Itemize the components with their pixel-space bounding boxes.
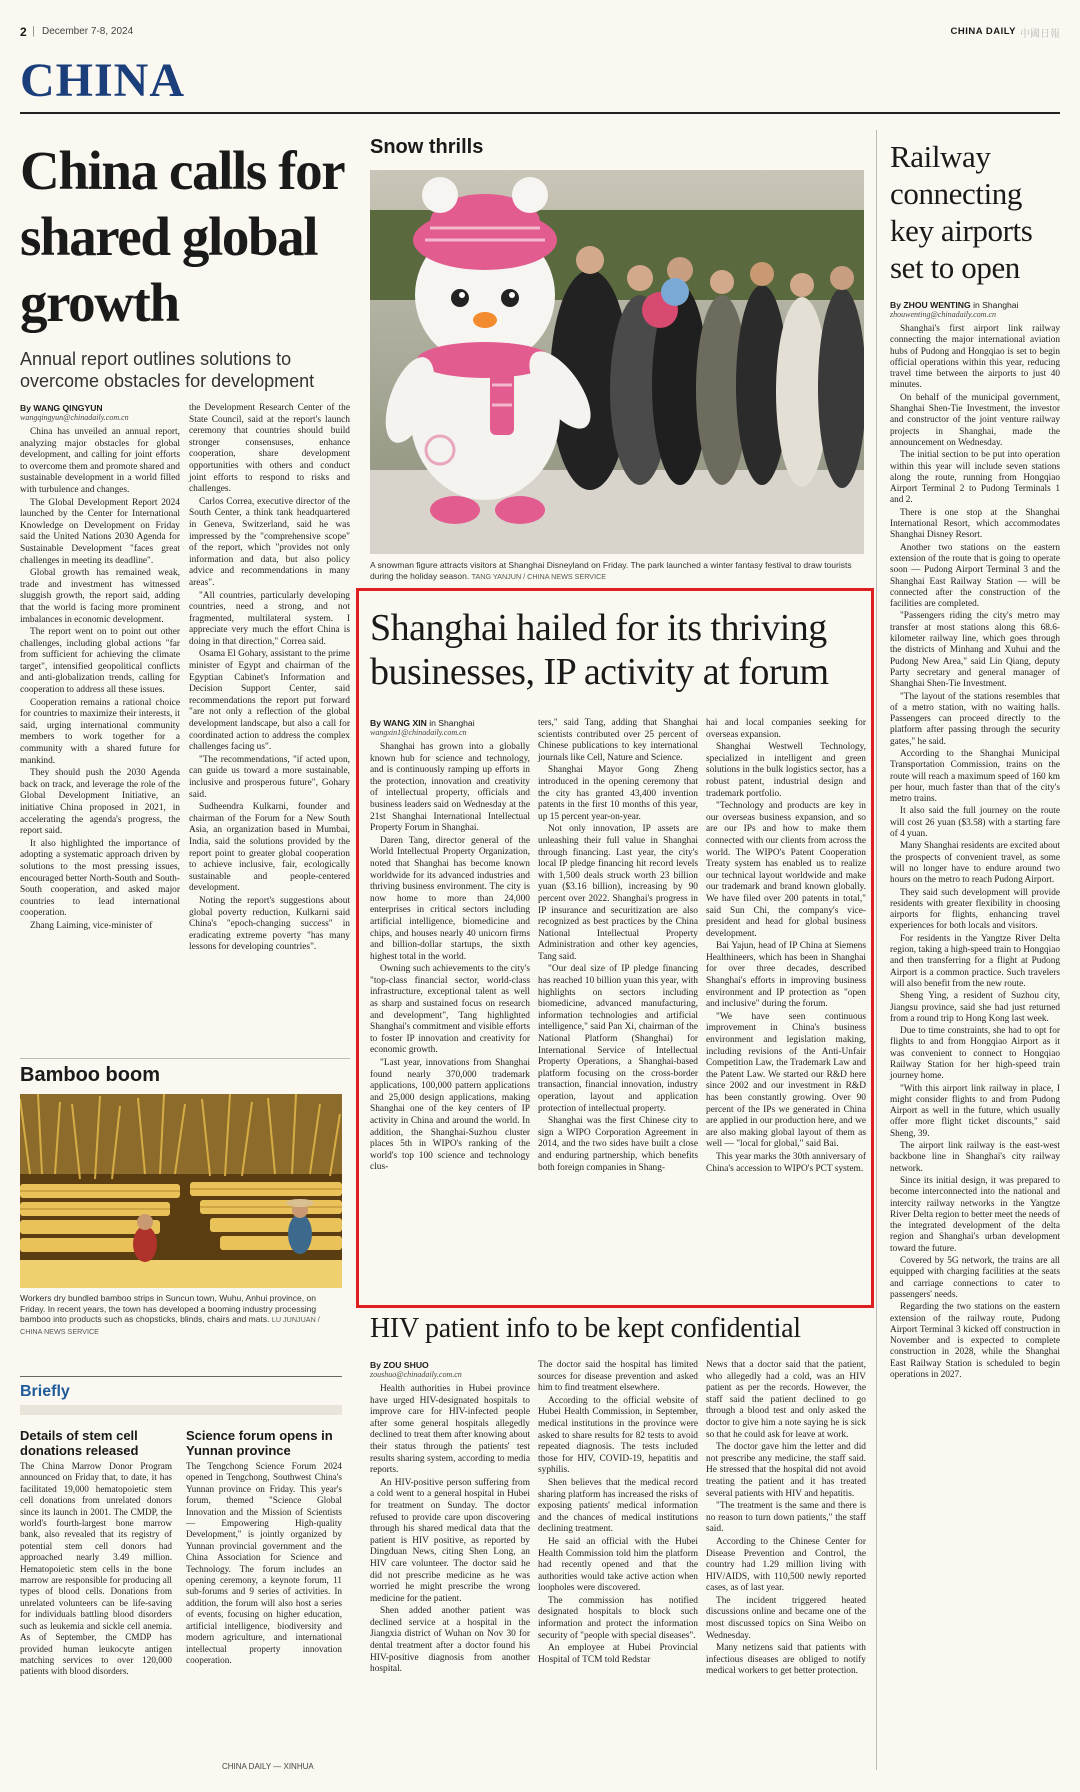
- hiv-email: zoushuo@chinadaily.com.cn: [370, 1370, 462, 1379]
- railway-byline: By ZHOU WENTING in Shanghai: [890, 300, 1019, 310]
- brief-item-1-text: The China Marrow Donor Program announced on Friday that, to date, it has facilitated 19,000 hematopoietic stem cell donations from unrelated donors since its launch in 2001. The CMDP, the world's fourth-largest bone marrow bank, also revealed that its registry of potential stem cell donors had approached nearly 3.49 million. Hematopoietic stem cells in the bone marrow are responsible for producing all types of blood cells. Donations from unrelated volunteers can be life-saving for individuals battling blood disorders such as leukemia and sickle cell anemia. As of September, the CMDP has provided human leukocyte antigen matching services to over 120,000 patients with blood disorders.: [20, 1461, 172, 1677]
- hiv-headline: HIV patient info to be kept confidential: [370, 1313, 801, 1344]
- lead-text-col2: the Development Research Center of the State Council, said at the report's launch ceremony that countries should build stronger consensuses, enhance cooperation, share development opportunities with others and conduct joint efforts to respond to risks and challenges. Carlos Correa, executive director of the South Center, a think tank headquartered in Geneva, Switzerland, said he was impressed by the "comprehensive scope" of the report, which "provides not only information and data, but also policy advice and recommendations in many areas". "All countries, particularly developing countries, need a strong, and not fragmented, multilateral system. I appreciate very much the effort China is doing in that direction," Correa said. Osama El Gohary, assistant to the prime minister of Egypt and chairman of the Egyptian Cabinet's Information and Decision Support Center, said recommendations the report put forward "are not only a reflection of the global development landscape, but also a call for coordinated action to address the complex challenges facing us". "The recommendations, "if acted upon, can guide us toward a more sustainable, inclusive and prosperous future", Gohary said. Sudheendra Kulkarni, founder and chairman of the Forum for a New South Asia, an organization based in Mumbai, India, said the solutions provided by the report point to greater global cooperation to achieve inclusive, fair, ecologically sustainable and people-centered development. Noting the report's suggestions about global poverty reduction, Kulkarni said China's "epoch-changing success" in eradicating extreme poverty "has many lessons for developing countries".: [189, 403, 350, 953]
- brief-credit: CHINA DAILY — XINHUA: [222, 1762, 314, 1771]
- shanghai-email: wangxin1@chinadaily.com.cn: [370, 728, 467, 737]
- bamboo-caption: Workers dry bundled bamboo strips in Suncun town, Wuhu, Anhui province, on Friday. In recent years, the town has developed a booming industry processing bamboo into products such as chopsticks, blinds, chairs and mats. LU JUNJUAN / CHINA NEWS SERVICE: [20, 1293, 320, 1336]
- bamboo-credit: LU JUNJUAN / CHINA NEWS SERVICE: [20, 1315, 320, 1336]
- paper-name: CHINA DAILY: [950, 26, 1016, 37]
- shanghai-byline: By WANG XIN in Shanghai: [370, 718, 475, 728]
- shanghai-col1: [370, 718, 530, 1175]
- brief-item-2: [186, 1428, 342, 1666]
- shanghai-headline: Shanghai hailed for its thriving businesses, IP activity at forum: [370, 607, 829, 693]
- brief-item-1-title: Details of stem cell donations released: [20, 1428, 139, 1458]
- briefly-label: Briefly: [20, 1383, 70, 1400]
- lead-byline: By WANG QINGYUN: [20, 403, 103, 413]
- brief-item-2-text: The Tengchong Science Forum 2024 opened in Tengchong, Southwest China's Yunnan province on Friday. This year's forum, themed "Science Global Innovation and the Mission of Scientists — Empowering High-quality Development," is jointly organized by Yunnan provincial government and the China Association for Science and Technology. The forum includes an opening ceremony, a keynote forum, 11 sub-forums and 9 series of activities. In addition, the forum will also host a series of events, focusing on higher education, artificial intelligence, biodiversity and modern agriculture, and international intellectual property innovation cooperation.: [186, 1461, 342, 1665]
- bamboo-kicker: Bamboo boom: [20, 1064, 160, 1086]
- hiv-text-col2: The doctor said the hospital has limited sources for disease prevention and asked him to find treatment elsewhere. According to the official website of Hubei Health Commission, in September, medical institutions in the province were asked to share results for 82 tests to avoid repeated diagnosis. The tests included those for HIV, COVID-19, hepatitis and syphilis. Shen believes that the medical record sharing platform has increased the risks of exposing patients' medical information and the chances of medical institutions declining treatment. He said an official with the Hubei Health Commission told him the platform had recently opened and that the authorities would take active action when loopholes were discovered. The commission has notified designated hospitals to block such information and protect the information security of "people with special diseases". An employee at Hubei Provincial Hospital of TCM told Redstar: [538, 1360, 698, 1665]
- bamboo-photo: [20, 1094, 342, 1288]
- hiv-text-col1: Health authorities in Hubei province have urged HIV-designated hospitals to improve care for HIV-infected people after some general hospitals allegedly declined to treat them after knowing about their status through the patients' test results sharing system, according to media reports. An HIV-positive person suffering from a cold went to a general hospital in Hubei for treatment on Sunday. The doctor refused to provide care upon discovering through his shared medical data that the patient is HIV positive, as reported by Dingduan News, citing Shen Long, an HIV care volunteer. The doctor said he did not prescribe medicine as he was worried he might prescribe the wrong medicine for the patient. Shen added another patient was declined service at a hospital in the Jiangxia district of Wuhan on Nov 30 for dental treatment after a doctor found his HIV-positive diagnosis from another hospital.: [370, 1384, 530, 1675]
- lead-text-col1: China has unveiled an annual report, analyzing major obstacles for global development, and calling for joint efforts to overcome them and promote shared and sustainable development in a world filled with turbulence and changes. The Global Development Report 2024 launched by the Center for International Knowledge on Development on Friday said the United Nations 2030 Agenda for Sustainable Development "faces great challenges in meeting its deadline". Global growth has remained weak, trade and investment has witnessed sluggish growth, the report said, adding that the world is facing more prominent imbalances in economic development. The report went on to point out other challenges, including global actions "far from sufficient for achieving the climate target", intensified geopolitical conflicts and anti-globalization trends, calling for cooperation to address all these issues. Cooperation remains a rational choice for countries to maximize their interests, it said, urging international community members to work together for a community with a shared future for mankind. They should push the 2030 Agenda back on track, and leverage the role of the Global Development Initiative, an initiative China proposed in 2021, in accelerating the agenda's progress, the report said. It also highlighted the importance of adopting a systematic approach driven by solutions to the most pressing issues, encouraged better North-South and South-South cooperation, and asked major countries to lead international cooperation. Zhang Laiming, vice-minister of: [20, 427, 180, 931]
- lead-headline: China calls for shared global growth: [20, 140, 344, 333]
- shanghai-text-col2: ters," said Tang, adding that Shanghai scientists contributed over 25 percent of Chinese publications to key international journals like Cell, Nature and Science. Shanghai Mayor Gong Zheng introduced in the opening ceremony that the city has granted 43,400 invention patents in the first 10 months of this year, up 15 percent year-on-year. Not only innovation, IP assets are unleashing their full value in Shanghai through financing. Last year, the city's local IP pledge financing hit record levels with 1,500 deals struck worth 23 billion yuan ($3.16 billion), increasing by 90 percent over 2022. Shanghai's progress in IP insurance and securitization are also recognized as best practices by the China National Intellectual Property Administration and other key agencies, Tang said. "Our deal size of IP pledge financing has reached 10 billion yuan this year, with highlights on sectors including biomedicine, advanced manufacturing, information technologies and artificial intelligence," said Pan Xi, chairman of the National Platform (Shanghai) for International Service of Intellectual Property Operations, a Shanghai-based platform focusing on the cross-border transaction, financial innovation, industry operation, layout and application protection of intellectual property. Shanghai was the first Chinese city to sign a WIPO Corporation Agreement in 2014, and the two sides have built a close and enduring partnership, which benefits both foreign companies in Shang-: [538, 718, 698, 1173]
- lead-body-col1: [20, 403, 180, 934]
- briefly-band: [20, 1405, 342, 1415]
- page-number: 2: [20, 25, 27, 39]
- header-rule: [20, 112, 1060, 114]
- snow-caption: A snowman figure attracts visitors at Shanghai Disneyland on Friday. The park launched a winter fantasy festival to draw tourists during the holiday season. TANG YANJUN / CHINA NEWS SERVICE: [370, 560, 852, 581]
- page-header: [20, 22, 1060, 42]
- railway-body: [890, 300, 1060, 1382]
- snow-kicker: Snow thrills: [370, 136, 484, 158]
- brief-item-2-title: Science forum opens in Yunnan province: [186, 1428, 333, 1458]
- railway-text: Shanghai's first airport link railway connecting the major international aviation hubs of Pudong and Hongqiao is set to begin official operations within this year, reducing travel time between the airports to just 40 minutes. On behalf of the municipal government, Shanghai Shen-Tie Investment, the investor and constructor of the joint venture railway projects in Shanghai, made the announcement on Wednesday. The initial section to be put into operation within this year will include seven stations along the route, running from Hongqiao Airport Terminal 2 to Pudong Terminals 1 and 2. There is one stop at the Shanghai International Resort, which accommodates Shanghai Disney Resort. Another two stations on the eastern extension of the route that is going to operate soon — Pudong Airport Terminal 3 and the Shanghai East Railway Station — will be connected after the construction of the facilities are completed. "Passengers riding the city's metro may transfer at most stations along this 68.6-kilometer railway line, which goes through the districts of Minhang and Xuhui and the Pudong New Area," said Lin Qiang, deputy Party secretary and general manager of Shanghai Shen-Tie Investment. "The layout of the stations resembles that of a metro station, with no waiting halls. Passengers can proceed directly to the platform after passing through the security gates," he said. According to the Shanghai Municipal Transportation Commission, trains on the route will reach a maximum speed of 160 km per hour, much faster than that of the city's metro trains. It also said the full journey on the route will cost 26 yuan ($3.58) with a starting fare of 4 yuan. Many Shanghai residents are excited about the prospects of convenient travel, as some will no longer have to endure around two hours on the metro to reach Pudong Airport. They said such development will provide residents with greater flexibility in choosing airports for flights, enhancing travel experiences for both locals and visitors. For residents in the Yangtze River Delta region, taking a high-speed train to Hongqiao and then transferring for a flight at Pudong Airport is a common practice. Such travelers will also benefit from the new route. Sheng Ying, a resident of Suzhou city, Jiangsu province, said she had just returned from a round trip to Hong Kong last week. Due to time constraints, she had to opt for flights to and from Hongqiao Airport as it was convenient to connect to Hongqiao Railway Station for her high-speed train journey home. "With this airport link railway in place, I might consider flights to and from Pudong Airport as well in the future, which usually offer more flight ticket discounts," said Sheng, 39. The airport link railway is the east-west backbone line in Shanghai's city railway network. Since its initial design, it was prepared to become interconnected into the national and intercity railway networks in the Yangtze River Delta region to better meet the needs of the integrated development of the delta region and Shanghai's urban development toward the future. Covered by 5G network, the trains are all equipped with charging facilities at the seats and carriage connections to cater to passengers' needs. Regarding the two stations on the eastern extension of the railway route, Pudong Airport Terminal 3 kicked off construction in November and is expected to complete construction in 2028, while the Shanghai East Railway Station is scheduled to begin operations in 2027.: [890, 324, 1060, 1381]
- section-title: CHINA: [20, 54, 186, 107]
- briefly-top-rule: [20, 1376, 342, 1377]
- hiv-byline: By ZOU SHUO: [370, 1360, 429, 1370]
- railway-email: zhouwenting@chinadaily.com.cn: [890, 310, 997, 319]
- bamboo-top-rule: [20, 1058, 350, 1059]
- divider: |: [32, 25, 35, 37]
- issue-date: December 7-8, 2024: [42, 26, 134, 37]
- hiv-col1: [370, 1360, 530, 1677]
- bamboo-photo-art: [20, 1094, 342, 1288]
- shanghai-text-col1: Shanghai has grown into a globally known hub for science and technology, and is continuously ramping up efforts in the protection, innovation and creativity of intellectual property, officials and business leaders said on Wednesday at the 21st Shanghai International Intellectual Property Forum in Shanghai. Daren Tang, director general of the World Intellectual Property Organization, noted that Shanghai has become known worldwide for its advanced industries and thriving business environment. The city is now home to more than 24,000 enterprises in critical sectors including artificial intelligence, biomedicine and chips, and houses nearly 40 unicorn firms and billion-dollar startups, the sixth highest total in the world. Owning such achievements to the city's "top-class financial sector, world-class infrastructure, exceptional talent as well as sharp and sustained focus on research and development", Tang highlighted Shanghai's commitment and visible efforts to foster IP innovation and creativity for economic growth. "Last year, innovations from Shanghai found nearly 370,000 trademark applications, 100,000 pattern applications and 25,000 design applications, making Shanghai one of the key centers of IP activity in China and around the world. In addition, the Shanghai-Suzhou cluster places 5th in WIPO's ranking of the world's top 100 science and technology clus-: [370, 742, 530, 1173]
- snow-photo: [370, 170, 864, 554]
- shanghai-text-col3: hai and local companies seeking for overseas expansion. Shanghai Westwell Technology, specialized in intelligent and green solutions in the bulk logistics sector, has a robust patent, industrial design and trademark portfolio. "Technology and products are key in our overseas business expansion, and so are our IPs and how to make them connected with our clients from across the world. The WIPO's Patent Cooperation Treaty system has enabled us to realize our technical layout worldwide and make our trademark and brand known globally. We have filed over 200 patents in total," said Sun Chi, the company's vice-president and head for global business development. Bai Yajun, head of IP China at Siemens Healthineers, which has been in Shanghai for over three decades, described Shanghai's efforts in improving business environment and IP protection as "open and inclusive" during the forum. "We have seen continuous improvement in China's business environment and legislation making, including revisions of the Anti-Unfair Competition Law, the Trademark Law and the Patent Law. We started our R&D here since 2002 and our investment in R&D has been constantly growing. Over 90 percent of the IPs we generated in China are applied in our production here, and we are also making global layout of them as well — "local for global," said Bai. This year marks the 30th anniversary of China's accession to WIPO's PCT system.: [706, 718, 866, 1174]
- lead-email: wangqingyun@chinadaily.com.cn: [20, 413, 129, 422]
- snow-credit: TANG YANJUN / CHINA NEWS SERVICE: [471, 571, 607, 581]
- hiv-text-col3: News that a doctor said that the patient, who allegedly had a cold, was an HIV patient as per the records. However, the staff said the patient declined to go through a blood test and only asked the doctor to give him a note saying he is sick so that he could ask for leave at work. The doctor gave him the letter and did not prescribe any medicine, the staff said. He stressed that the hospital did not avoid treating the patient and it has treated several patients with HIV and hepatitis. "The treatment is the same and there is no reason to turn down patients," the staff said. According to the Chinese Center for Disease Prevention and Control, the country had 1.29 million living with HIV/AIDS, with 110,500 newly reported cases, as of last year. The incident triggered heated discussions online and became one of the most discussed topics on Sina Weibo on Wednesday. Many netizens said that patients with infectious diseases are obliged to notify medical workers to get better protection.: [706, 1360, 866, 1677]
- lead-deck: Annual report outlines solutions to overcome obstacles for development: [20, 349, 315, 391]
- railway-headline: Railway connecting key airports set to open: [890, 139, 1033, 285]
- brief-item-1: [20, 1428, 172, 1678]
- paper-name-chinese: 中國日報: [1020, 29, 1060, 40]
- railway-column-rule: [876, 130, 877, 1770]
- snow-photo-art: [370, 170, 864, 554]
